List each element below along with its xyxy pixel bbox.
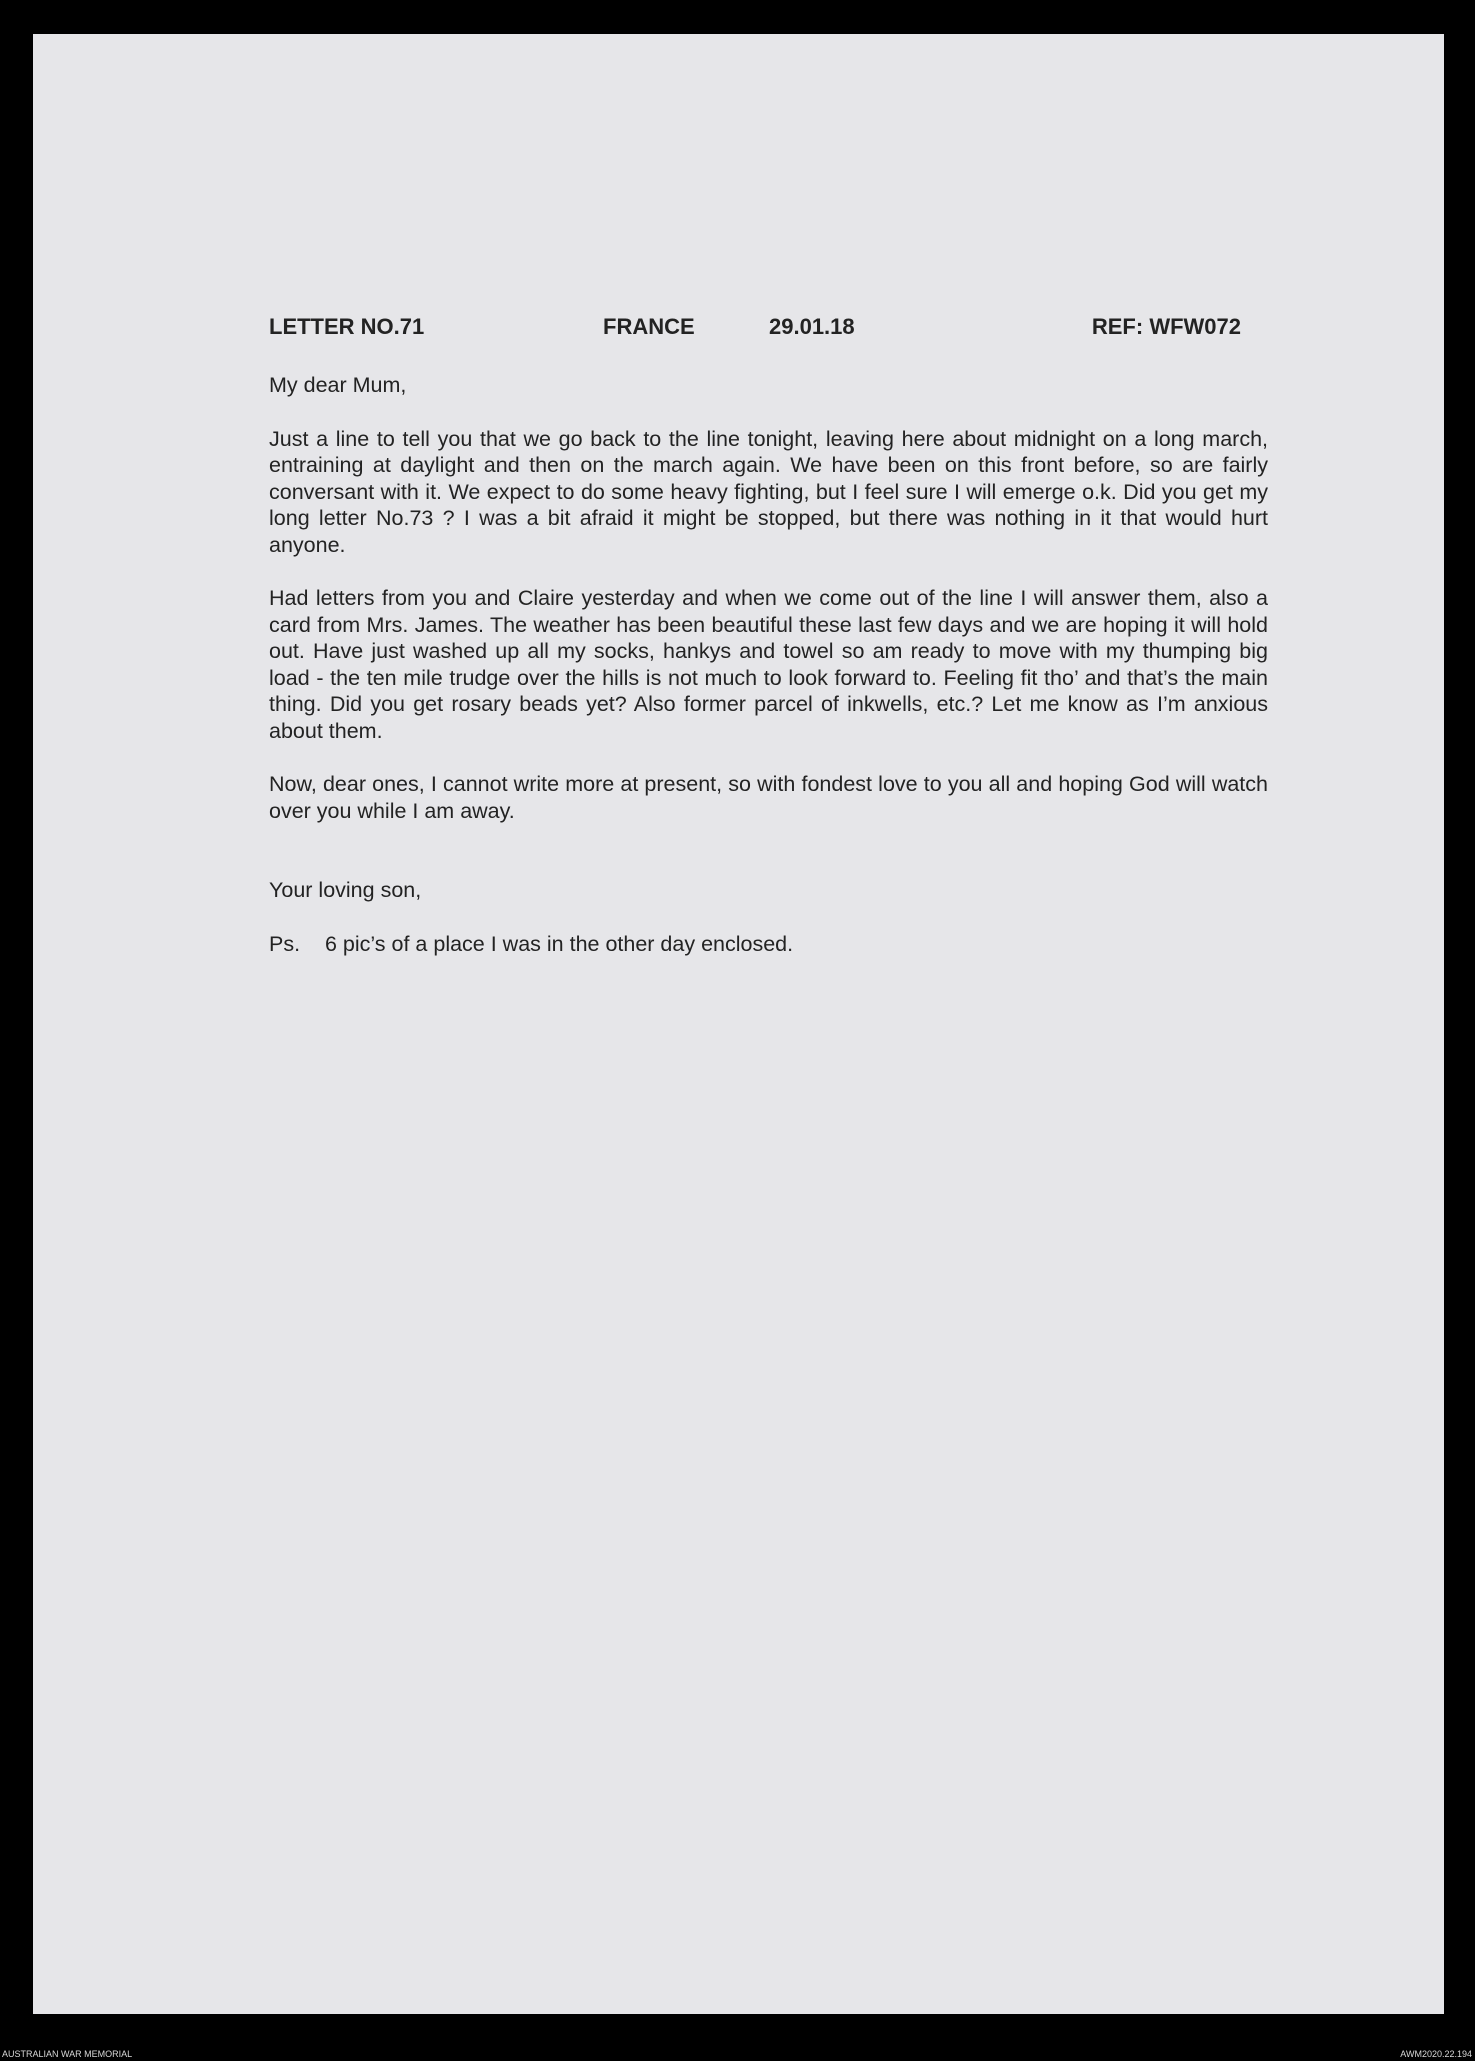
archive-credit: AUSTRALIAN WAR MEMORIAL xyxy=(2,2049,133,2059)
letter-date: 29.01.18 xyxy=(769,314,855,339)
letter-number: LETTER NO.71 xyxy=(269,314,425,339)
archive-reference: AWM2020.22.194 xyxy=(1400,2049,1472,2059)
paragraph-3: Now, dear ones, I cannot write more at present, so with fondest love to you all and hoping God will watch over you while I am away. xyxy=(269,772,1268,823)
paragraph-1: Just a line to tell you that we go back to the line tonight, leaving here about midnight on a long march, entraining at daylight and then on the march again. We have been on this front before, so are fairly conversant with it. We expect to do some heavy fighting, but I feel sure I will emerge o.k. Did you get my long letter No.73 ? I was a bit afraid it might be stopped, but there was nothing in it that would hurt anyone. xyxy=(269,426,1268,557)
closing: Your loving son, xyxy=(269,878,422,902)
letter-page xyxy=(33,34,1444,2014)
postscript-text: 6 pic’s of a place I was in the other day enclosed. xyxy=(325,931,794,956)
salutation: My dear Mum, xyxy=(269,373,407,397)
letter-place: FRANCE xyxy=(603,314,695,339)
letter-header xyxy=(269,314,1268,348)
letter-reference: REF: WFW072 xyxy=(1091,314,1241,339)
paragraph-2: Had letters from you and Claire yesterday and when we come out of the line I will answer them, also a card from Mrs. James. The weather has been beautiful these last few days and we are hoping it will hold out. Have just washed up all my socks, hankys and towel so am ready to move with my thumping big load - the ten mile trudge over the hills is not much to look forward to. Feeling fit tho’ and that’s the main thing. Did you get rosary beads yet? Also former parcel of inkwells, etc.? Let me know as I’m anxious about them. xyxy=(269,586,1268,743)
letter-body xyxy=(269,314,1268,957)
postscript xyxy=(269,931,1268,958)
postscript-label: Ps. xyxy=(269,931,301,956)
